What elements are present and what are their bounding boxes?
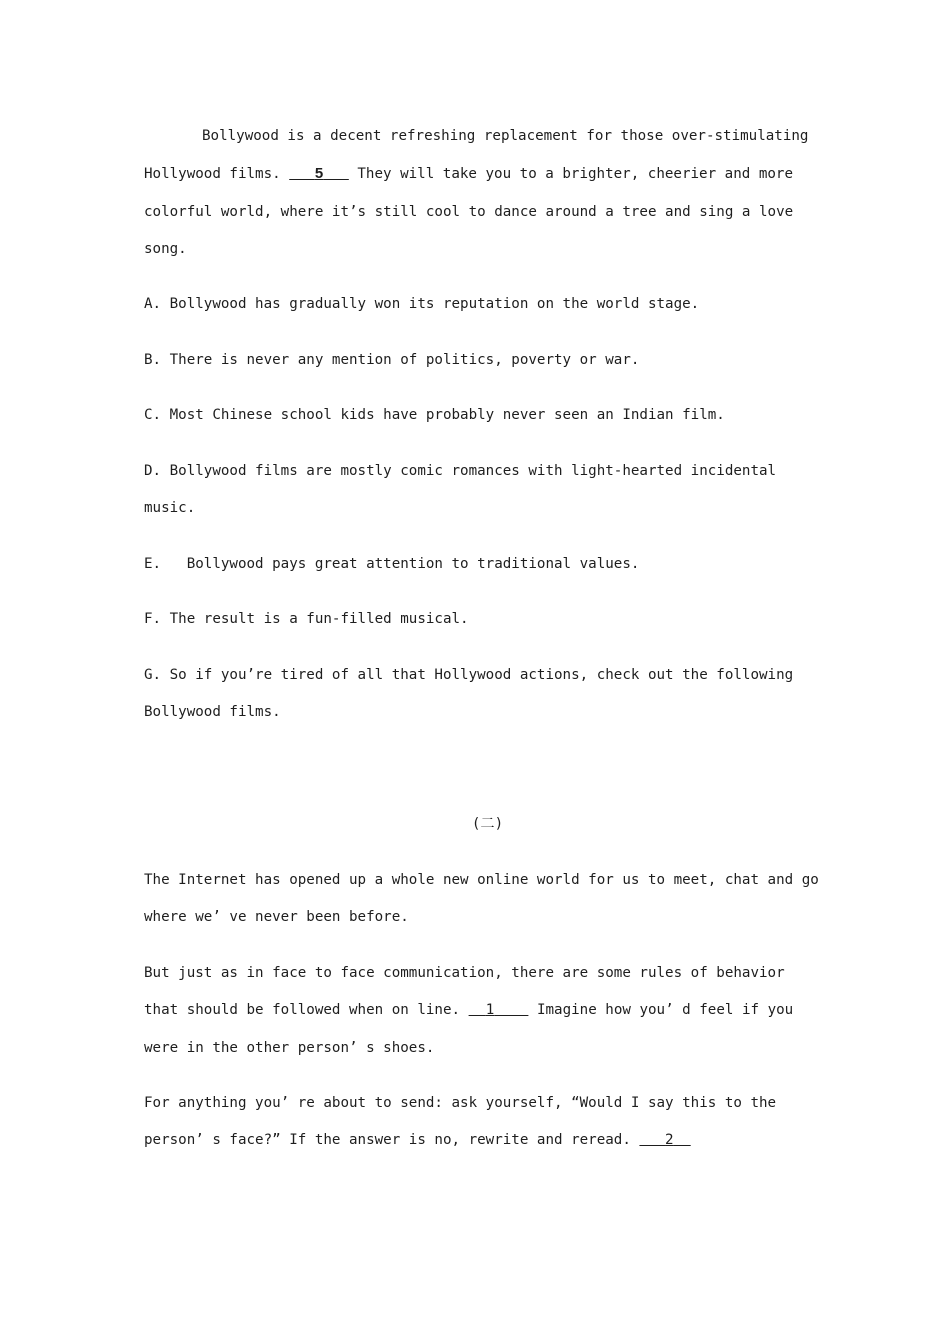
option-g: G. So if you’re tired of all that Hollywood actions, check out the following Bollywood films. (144, 667, 794, 721)
section-title: (二) (471, 816, 504, 832)
section2-paragraph-1: The Internet has opened up a whole new online world for us to meet, chat and go where we’ ve never been before. (144, 872, 819, 926)
option-d: D. Bollywood films are mostly comic romances with light-hearted incidental music. (144, 463, 777, 517)
option-e: E. Bollywood pays great attention to traditional values. (144, 556, 640, 572)
passage-text-before: Bollywood is a decent refreshing replacement for those over-stimulating Hollywood films. (144, 128, 809, 183)
option-a: A. Bollywood has gradually won its reputation on the world stage. (144, 296, 700, 312)
passage-paragraph (144, 118, 824, 268)
answer-blank-2: 2 (665, 1132, 674, 1149)
option-b: B. There is never any mention of politics, poverty or war. (144, 352, 640, 368)
passage-text-after: They will take you to a brighter, cheerier and more colorful world, where it’s still cool to dance around a tree and sing a love song. (144, 166, 794, 257)
answer-blank-1: 1 (485, 1002, 495, 1019)
option-f: F. The result is a fun-filled musical. (144, 611, 469, 627)
option-c: C. Most Chinese school kids have probably never seen an Indian film. (144, 407, 725, 423)
section2-paragraph-2: But just as in face to face communication, there are some rules of behavior that should be followed when on line. 1 Imagine how you’ d feel if you were in the other person’ s shoes. (144, 965, 794, 1056)
section2-paragraph-3: For anything you’ re about to send: ask yourself, “Would I say this to the person’ s face?” If the answer is no, rewrite and reread. 2 (144, 1085, 824, 1160)
answer-blank-5: 5 (314, 165, 324, 183)
